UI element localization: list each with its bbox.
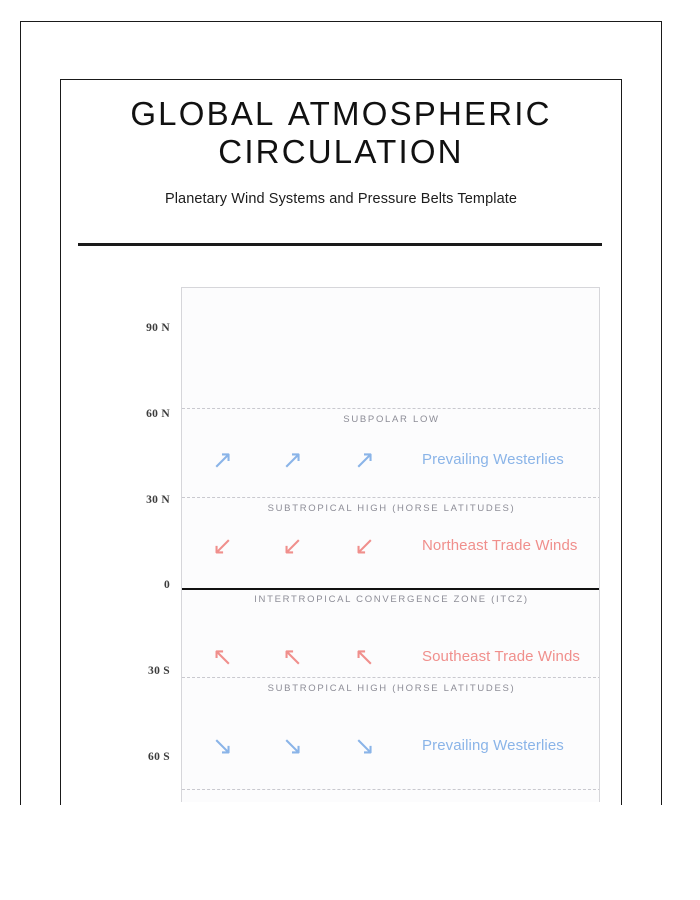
title-divider-rule <box>78 243 602 246</box>
wind-arrow-southeast-icon: ↘ <box>354 730 375 760</box>
pressure-belt-gridline <box>182 408 600 409</box>
page-title-line-2: CIRCULATION <box>218 133 464 170</box>
wind-arrow-northeast-icon: ↗ <box>354 444 375 474</box>
wind-arrow-northeast-icon: ↗ <box>212 444 233 474</box>
wind-belt-label: Southeast Trade Winds <box>422 648 581 666</box>
pressure-belt-gridline <box>182 677 600 678</box>
circulation-diagram-plot <box>181 287 600 802</box>
wind-belt-label: Northeast Trade Winds <box>422 536 578 554</box>
latitude-tick-label: 60 S <box>148 751 170 764</box>
header-block <box>61 95 621 207</box>
wind-belt-label: Prevailing Westerlies <box>422 450 564 468</box>
pressure-belt-gridline <box>182 497 600 498</box>
equator-line <box>182 588 600 590</box>
wind-arrow-southwest-icon: ↙ <box>282 530 303 560</box>
wind-arrow-southwest-icon: ↙ <box>354 530 375 560</box>
wind-belt-row <box>182 529 600 563</box>
wind-arrow-northwest-icon: ↖ <box>212 642 233 672</box>
wind-belt-label: Prevailing Westerlies <box>422 736 564 754</box>
wind-arrow-southeast-icon: ↘ <box>212 730 233 760</box>
wind-arrow-northwest-icon: ↖ <box>282 642 303 672</box>
pressure-belt-label: SUBTROPICAL HIGH (HORSE LATITUDES) <box>267 502 516 514</box>
pressure-belt-label: SUBTROPICAL HIGH (HORSE LATITUDES) <box>267 683 516 695</box>
wind-belt-row <box>182 640 600 674</box>
page-title <box>61 95 621 171</box>
latitude-tick-label: 60 N <box>146 407 170 420</box>
latitude-tick-label: 0 <box>163 579 170 592</box>
wind-belt-row <box>182 443 600 477</box>
latitude-tick-label: 30 N <box>146 493 170 506</box>
latitude-tick-label: 90 N <box>146 321 170 334</box>
wind-arrow-northwest-icon: ↖ <box>354 642 375 672</box>
pressure-belt-gridline <box>182 789 600 790</box>
page-title-line-1: GLOBAL ATMOSPHERIC <box>130 95 552 132</box>
pressure-belt-label: SUBPOLAR LOW <box>343 414 440 426</box>
latitude-tick-label: 30 S <box>148 665 170 678</box>
pressure-belt-label: INTERTROPICAL CONVERGENCE ZONE (ITCZ) <box>254 594 529 606</box>
wind-arrow-southwest-icon: ↙ <box>212 530 233 560</box>
wind-arrow-southeast-icon: ↘ <box>282 730 303 760</box>
latitude-axis <box>100 287 170 802</box>
wind-arrow-northeast-icon: ↗ <box>282 444 303 474</box>
page-subtitle: Planetary Wind Systems and Pressure Belts Template <box>164 191 518 207</box>
wind-belt-row <box>182 729 600 763</box>
